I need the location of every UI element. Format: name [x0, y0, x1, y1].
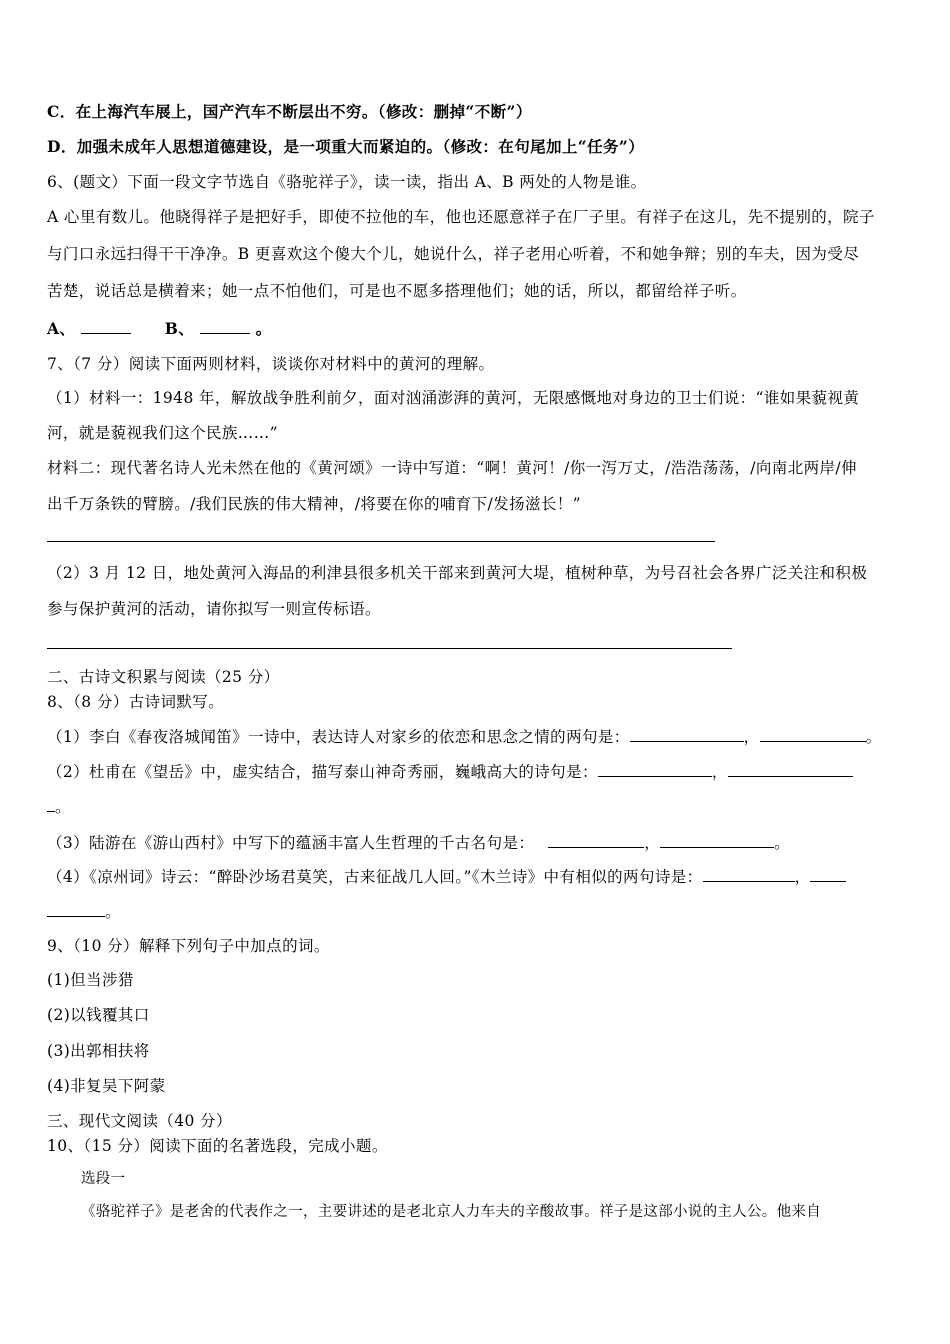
q8-item-2-blank-2-cont[interactable] [47, 796, 55, 812]
q10-excerpt-label: 选段一 [81, 1171, 126, 1187]
q6-passage-line-2: 与门口永远扫得干干净净。B 更喜欢这个傻大个儿，她说什么，祥子老用心听着，不和她争辩；别的车夫，因为受尽 [47, 245, 860, 263]
q8-item-2 [47, 761, 853, 782]
q8-item-1 [47, 726, 881, 747]
q8-item-4-continuation [47, 901, 121, 922]
q10-excerpt-line-1: 《骆驼祥子》是老舍的代表作之一，主要讲述的是老北京人力车夫的辛酸故事。祥子是这部小说的主人公。他来自 [81, 1204, 821, 1220]
q7-part-2-line-1: （2）3 月 12 日，地处黄河入海品的利津县很多机关干部来到黄河大堤，植树种草，为号召社会各界广泛关注和积极 [47, 564, 868, 582]
q8-item-4-text: （4）《凉州词》诗云：“醉卧沙场君莫笑，古来征战几人回。”《木兰诗》中有相似的两句诗是： [47, 868, 703, 886]
q7-stem: 7、（7 分）阅读下面两则材料，谈谈你对材料中的黄河的理解。 [47, 355, 495, 373]
q8-item-2-blank-2[interactable] [728, 761, 853, 777]
q9-stem: 9、（10 分）解释下列句子中加点的词。 [47, 937, 330, 955]
q6-label-a: A、 [47, 319, 76, 338]
q7-part-2-line-2: 参与保护黄河的活动，请你拟写一则宣传标语。 [47, 600, 381, 618]
q8-item-2-blank-1[interactable] [598, 761, 712, 777]
q7-material-2-line-1: 材料二：现代著名诗人光未然在他的《黄河颂》一诗中写道：“啊！黄河！/你一泻万丈，/浩浩荡荡，/向南北两岸/伸 [47, 459, 857, 477]
q8-item-3-blank-1[interactable] [548, 832, 644, 848]
q8-item-2-continuation [47, 796, 71, 817]
period: 。 [55, 798, 71, 816]
q6-passage-line-3: 苦楚，说话总是横着来；她一点不怕他们，可是也不愿多搭理他们；她的话，所以，都留给祥子听。 [47, 282, 747, 300]
q5-option-d: D．加强未成年人思想道德建设，是一项重大而紧迫的。（修改：在句尾加上“任务”） [47, 137, 645, 156]
section-2-heading: 二、古诗文积累与阅读（25 分） [47, 668, 280, 686]
q10-stem: 10、（15 分）阅读下面的名著选段，完成小题。 [47, 1137, 388, 1155]
q8-item-4-blank-1[interactable] [703, 866, 795, 882]
q7-material-2-line-2: 出千万条铁的臂膀。/我们民族的伟大精神，/将要在你的哺育下/发扬滋长！” [47, 495, 581, 513]
q8-item-1-blank-2[interactable] [760, 726, 866, 742]
q7-answer-line-1[interactable] [47, 541, 715, 542]
q9-item-3: (3)出郭相扶将 [47, 1042, 150, 1060]
comma: ， [644, 834, 661, 852]
q8-item-4-blank-2-cont[interactable] [47, 901, 105, 917]
q7-material-1-line-2: 河，就是藐视我们这个民族……” [47, 424, 278, 442]
q6-passage-line-1: A 心里有数儿。他晓得祥子是把好手，即使不拉他的车，他也还愿意祥子在厂子里。有祥子在这儿，先不提别的，院子 [47, 208, 875, 226]
q8-stem: 8、（8 分）古诗词默写。 [47, 693, 225, 711]
q9-item-2: (2)以钱覆其口 [47, 1006, 150, 1024]
q8-item-3-blank-2[interactable] [660, 832, 774, 848]
q9-item-4: (4)非复吴下阿蒙 [47, 1077, 166, 1095]
period: 。 [774, 834, 791, 852]
comma: ， [743, 728, 760, 746]
q8-item-4-blank-2[interactable] [810, 866, 846, 882]
period: 。 [865, 728, 882, 746]
comma: ， [711, 763, 728, 781]
q6-blank-b[interactable] [200, 318, 250, 334]
section-3-heading: 三、现代文阅读（40 分） [47, 1112, 232, 1130]
q8-item-4 [47, 866, 846, 887]
q8-item-1-text: （1）李白《春夜洛城闻笛》一诗中，表达诗人对家乡的依恋和思念之情的两句是： [47, 728, 630, 746]
q7-answer-line-2[interactable] [47, 648, 732, 649]
q6-blank-a[interactable] [81, 318, 131, 334]
comma: ， [794, 868, 811, 886]
q6-answer-line [47, 318, 272, 339]
q8-item-2-text: （2）杜甫在《望岳》中，虚实结合，描写泰山神奇秀丽，巍峨高大的诗句是： [47, 763, 598, 781]
q8-item-1-blank-1[interactable] [630, 726, 744, 742]
q8-item-3-text: （3）陆游在《游山西村》中写下的蕴涵丰富人生哲理的千古名句是： [47, 834, 535, 852]
q8-item-3 [47, 832, 790, 853]
q6-stem: 6、(题文）下面一段文字节选自《骆驼祥子》，读一读，指出 A、B 两处的人物是谁。 [47, 173, 647, 191]
q7-material-1-line-1: （1）材料一：1948 年，解放战争胜利前夕，面对汹涌澎湃的黄河，无限感慨地对身边的卫士们说：“谁如果藐视黄 [47, 389, 860, 407]
q6-end-mark: 。 [255, 319, 272, 338]
q9-item-1: (1)但当涉猎 [47, 971, 134, 989]
q6-label-b: B、 [164, 319, 195, 338]
q5-option-c: C．在上海汽车展上，国产汽车不断层出不穷。（修改：删掉“不断”） [47, 102, 532, 121]
period: 。 [105, 903, 121, 921]
